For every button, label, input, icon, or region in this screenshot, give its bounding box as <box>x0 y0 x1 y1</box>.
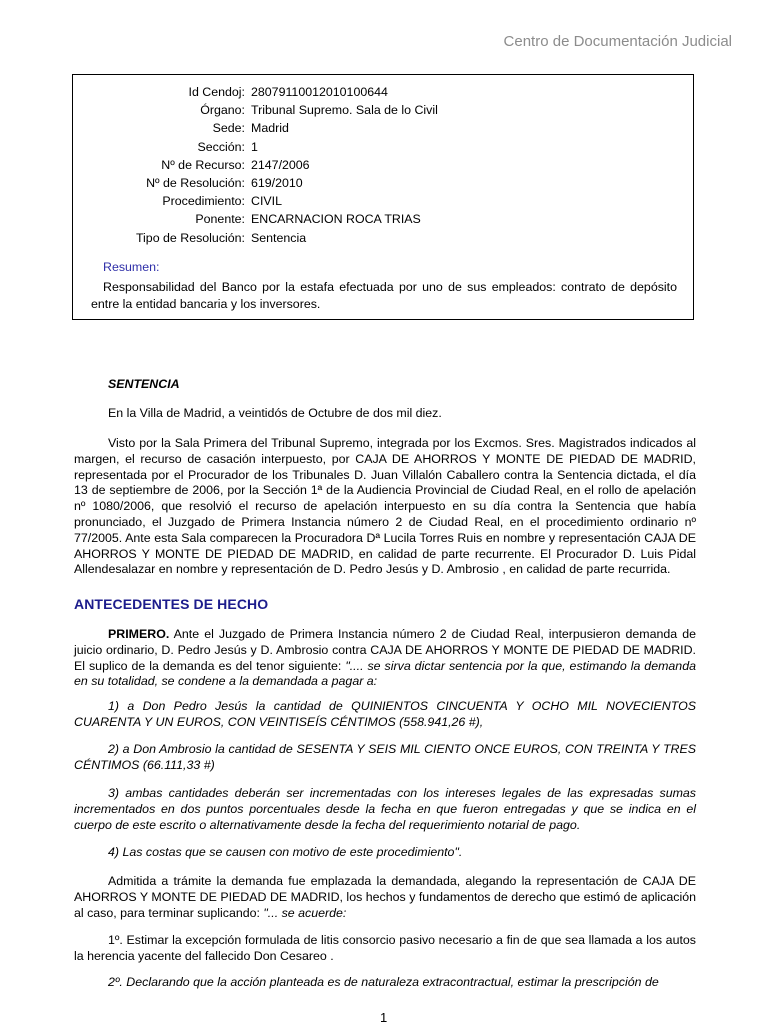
section-heading-antecedentes: ANTECEDENTES DE HECHO <box>74 596 269 612</box>
primero-quote: ".... se sirva dictar sentencia por la que, estimando la demanda en su totalidad, se condene a la demandada a pagar a: <box>74 658 696 689</box>
metadata-value: Madrid <box>251 121 289 136</box>
page-number: 1 <box>380 1010 388 1025</box>
metadata-label: Id Cendoj: <box>188 85 245 99</box>
metadata-label: Procedimiento: <box>162 194 245 209</box>
metadata-value: 2147/2006 <box>251 157 310 172</box>
paragraph-admitida <box>74 874 696 921</box>
metadata-label: Tipo de Resolución: <box>135 230 245 245</box>
metadata-value: 1 <box>251 139 258 154</box>
paragraph-2o: 2º. Declarando que la acción planteada es de naturaleza extracontractual, estimar la prescripción de <box>108 975 659 989</box>
metadata-value: CIVIL <box>251 194 282 209</box>
paragraph-visto: Visto por la Sala Primera del Tribunal Supremo, integrada por los Excmos. Sres. Magistrados indicados al margen, el recurso de casación interpuesto, por CAJA DE AHORROS Y MONTE DE PIEDAD DE MADRID, representada por el Procurador de los Tribunales D. Juan Villalón Caballero contra la Sentencia dictada, el día 13 de septiembre de 2006, por la Sección 1ª de la Audiencia Provincial de Ciudad Real, en el rollo de apelación nº 1080/2006, que resolvió el recurso de apelación interpuesto en su día contra la Sentencia que había pronunciado, el Juzgado de Primera Instancia número 2 de Ciudad Real, en el procedimiento ordinario nº 77/2005. Ante esta Sala comparecen la Procuradora Dª Lucila Torres Ruis en nombre y representación CAJA DE AHORROS Y MONTE DE PIEDAD DE MADRID, en calidad de parte recurrente. El Procurador D. Luis Pidal Allendesalazar en nombre y representación de D. Pedro Jesús y D. Ambrosio , en calidad de parte recurrida. <box>74 436 696 577</box>
list-item-2: 2) a Don Ambrosio la cantidad de SESENTA Y SEIS MIL CIENTO ONCE EUROS, CON TREINTA Y TRES CÉNTIMOS (66.111,33 #) <box>74 742 696 772</box>
metadata-label: Nº de Resolución: <box>146 176 245 190</box>
metadata-label: Sección: <box>197 139 245 154</box>
metadata-value: 28079110012010100644 <box>251 85 388 99</box>
resumen-text: Responsabilidad del Banco por la estafa efectuada por uno de sus empleados: contrato de depósito entre la entidad bancaria y los inversores. <box>91 280 677 311</box>
primero-text: Ante el Juzgado de Primera Instancia número 2 de Ciudad Real, interpusieron demanda de juicio ordinario, D. Pedro Jesús y D. Ambrosio contra CAJA DE AHORROS Y MONTE DE PIEDAD DE MADRID. El suplico de la demanda es del tenor siguiente: <box>74 627 696 673</box>
sentencia-title: SENTENCIA <box>108 377 180 391</box>
document-center-header: Centro de Documentación Judicial <box>503 33 732 50</box>
metadata-box <box>72 74 694 320</box>
metadata-label: Sede: <box>212 121 245 136</box>
list-item-4: 4) Las costas que se causen con motivo de este procedimiento". <box>108 845 463 859</box>
primero-label: PRIMERO. <box>108 627 170 641</box>
list-item-3: 3) ambas cantidades deberán ser incrementadas con los intereses legales de las expresadas sumas incrementados en dos puntos porcentuales desde la fecha en que fueron entregadas y que se indica en el cuerpo de este escrito o alternativamente desde la fecha del requerimiento notarial de pago. <box>74 786 696 832</box>
metadata-value: ENCARNACION ROCA TRIAS <box>251 212 421 227</box>
metadata-label: Órgano: <box>200 103 245 118</box>
list-item-1: 1) a Don Pedro Jesús la cantidad de QUINIENTOS CINCUENTA Y OCHO MIL NOVECIENTOS CUARENTA Y UN EUROS, CON VEINTISEÍS CÉNTIMOS (558.941,26 #), <box>74 699 696 729</box>
metadata-label: Nº de Recurso: <box>161 157 245 172</box>
metadata-label: Ponente: <box>195 212 245 227</box>
admitida-quote: "... se acuerde: <box>263 905 347 920</box>
metadata-value: Sentencia <box>251 230 307 245</box>
admitida-text: Admitida a trámite la demanda fue emplazada la demandada, alegando la representación de CAJA DE AHORROS Y MONTE DE PIEDAD DE MADRID, los hechos y fundamentos de derecho que estimó de aplicación al caso, para terminar suplicando: <box>74 874 696 920</box>
paragraph-date: En la Villa de Madrid, a veintidós de Octubre de dos mil diez. <box>108 406 442 420</box>
paragraph-1o: 1º. Estimar la excepción formulada de litis consorcio pasivo necesario a fin de que sea llamada a los autos la herencia yacente del fallecido Don Cesareo . <box>74 933 696 963</box>
paragraph-primero <box>74 627 696 690</box>
resumen-label: Resumen: <box>103 260 160 274</box>
metadata-value: Tribunal Supremo. Sala de lo Civil <box>251 103 438 118</box>
metadata-value: 619/2010 <box>251 176 303 190</box>
